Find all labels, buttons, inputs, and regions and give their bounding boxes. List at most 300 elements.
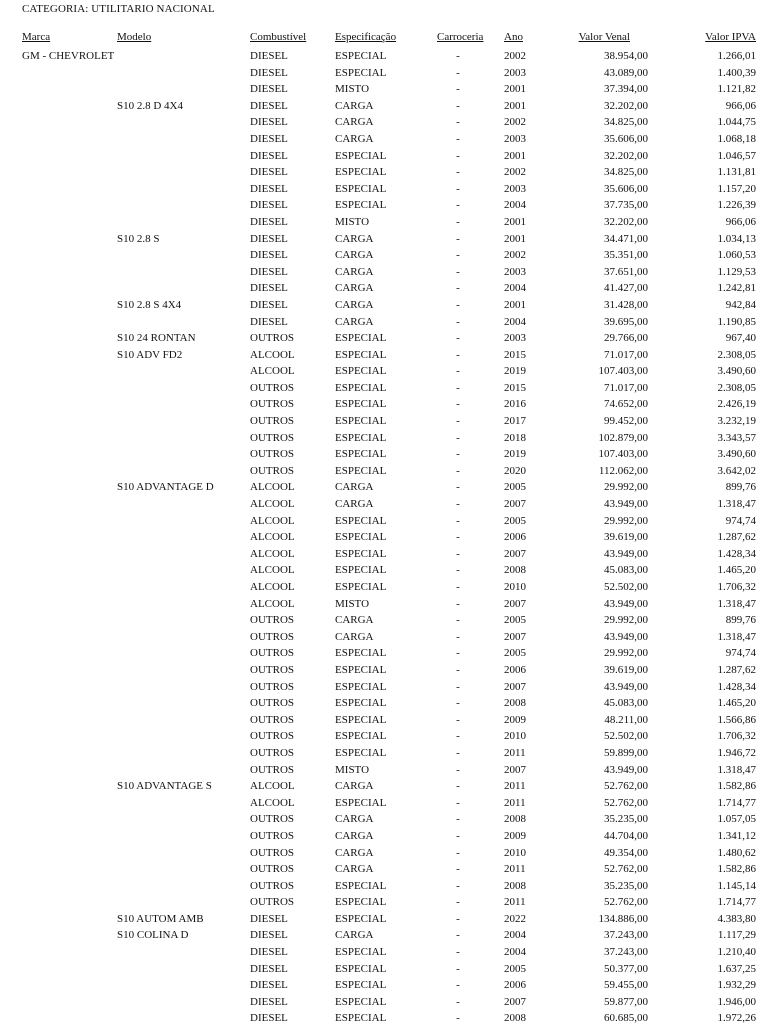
cell-combustivel: DIESEL bbox=[250, 979, 288, 992]
cell-valor-ipva: 1.480,62 bbox=[717, 846, 756, 859]
cell-ano: 2003 bbox=[504, 332, 526, 345]
cell-especificacao: ESPECIAL bbox=[335, 946, 387, 959]
cell-ano: 2008 bbox=[504, 697, 526, 710]
cell-valor-venal: 35.235,00 bbox=[604, 813, 648, 826]
table-row bbox=[0, 645, 762, 662]
cell-valor-venal: 107.403,00 bbox=[598, 365, 648, 378]
cell-especificacao: ESPECIAL bbox=[335, 697, 387, 710]
cell-carroceria: - bbox=[456, 166, 460, 179]
cell-combustivel: OUTROS bbox=[250, 398, 295, 411]
cell-carroceria: - bbox=[456, 182, 460, 195]
header-combustivel: Combustível bbox=[250, 31, 307, 43]
cell-carroceria: - bbox=[456, 481, 460, 494]
cell-valor-venal: 41.427,00 bbox=[604, 282, 648, 295]
cell-valor-ipva: 966,06 bbox=[725, 99, 756, 112]
cell-ano: 2010 bbox=[504, 846, 526, 859]
table-row bbox=[0, 430, 762, 447]
cell-valor-ipva: 1.318,47 bbox=[717, 597, 756, 610]
cell-combustivel: OUTROS bbox=[250, 647, 295, 660]
cell-valor-venal: 43.949,00 bbox=[604, 630, 648, 643]
cell-carroceria: - bbox=[456, 66, 460, 79]
cell-especificacao: CARGA bbox=[335, 846, 374, 859]
cell-combustivel: DIESEL bbox=[250, 995, 288, 1008]
cell-valor-ipva: 1.714,77 bbox=[717, 896, 756, 909]
cell-carroceria: - bbox=[456, 365, 460, 378]
cell-especificacao: ESPECIAL bbox=[335, 647, 387, 660]
cell-especificacao: ESPECIAL bbox=[335, 979, 387, 992]
cell-combustivel: OUTROS bbox=[250, 829, 295, 842]
cell-valor-ipva: 1.582,86 bbox=[717, 780, 756, 793]
table-row bbox=[0, 65, 762, 82]
cell-valor-ipva: 1.706,32 bbox=[717, 581, 756, 593]
cell-combustivel: DIESEL bbox=[250, 83, 288, 96]
cell-especificacao: ESPECIAL bbox=[335, 680, 387, 693]
table-row bbox=[0, 81, 762, 98]
cell-especificacao: CARGA bbox=[335, 282, 374, 295]
cell-carroceria: - bbox=[456, 315, 460, 328]
category-title: CATEGORIA: UTILITARIO NACIONAL bbox=[22, 3, 215, 15]
cell-ano: 2011 bbox=[504, 796, 526, 809]
cell-ano: 2018 bbox=[504, 431, 526, 444]
cell-valor-ipva: 1.637,25 bbox=[717, 962, 756, 975]
table-row bbox=[0, 679, 762, 696]
table-row bbox=[0, 811, 762, 828]
table-row bbox=[0, 330, 762, 347]
cell-ano: 2011 bbox=[504, 780, 526, 793]
cell-valor-ipva: 1.190,85 bbox=[717, 315, 756, 328]
cell-carroceria: - bbox=[456, 614, 460, 627]
table-row bbox=[0, 197, 762, 214]
cell-valor-ipva: 1.242,81 bbox=[717, 282, 756, 295]
cell-especificacao: ESPECIAL bbox=[335, 415, 387, 428]
table-row bbox=[0, 164, 762, 181]
cell-ano: 2001 bbox=[504, 298, 526, 311]
cell-especificacao: ESPECIAL bbox=[335, 995, 387, 1008]
cell-especificacao: ESPECIAL bbox=[335, 199, 387, 212]
cell-modelo: S10 ADVANTAGE S bbox=[117, 780, 212, 793]
cell-carroceria: - bbox=[456, 298, 460, 311]
cell-carroceria: - bbox=[456, 647, 460, 660]
table-row bbox=[0, 927, 762, 944]
cell-carroceria: - bbox=[456, 697, 460, 710]
table-row bbox=[0, 762, 762, 779]
cell-ano: 2007 bbox=[504, 547, 526, 560]
cell-valor-ipva: 1.706,32 bbox=[717, 730, 756, 743]
cell-ano: 2002 bbox=[504, 50, 526, 62]
cell-carroceria: - bbox=[456, 348, 460, 361]
cell-valor-venal: 71.017,00 bbox=[604, 381, 648, 394]
table-row bbox=[0, 845, 762, 862]
cell-valor-ipva: 3.490,60 bbox=[717, 448, 756, 461]
cell-valor-venal: 39.695,00 bbox=[604, 315, 648, 328]
cell-ano: 2003 bbox=[504, 66, 526, 79]
cell-especificacao: CARGA bbox=[335, 614, 374, 627]
cell-valor-venal: 52.502,00 bbox=[604, 581, 648, 593]
cell-especificacao: CARGA bbox=[335, 929, 374, 942]
table-row bbox=[0, 596, 762, 613]
cell-carroceria: - bbox=[456, 780, 460, 793]
cell-especificacao: CARGA bbox=[335, 116, 374, 129]
cell-combustivel: DIESEL bbox=[250, 149, 288, 162]
cell-valor-ipva: 1.060,53 bbox=[717, 249, 756, 262]
cell-modelo: S10 2.8 S 4X4 bbox=[117, 298, 182, 311]
cell-carroceria: - bbox=[456, 896, 460, 909]
table-row bbox=[0, 778, 762, 795]
table-row bbox=[0, 612, 762, 629]
cell-valor-venal: 59.455,00 bbox=[604, 979, 648, 992]
cell-valor-venal: 71.017,00 bbox=[604, 348, 648, 361]
cell-valor-venal: 37.394,00 bbox=[604, 83, 648, 96]
cell-carroceria: - bbox=[456, 1012, 460, 1025]
cell-valor-ipva: 1.034,13 bbox=[717, 232, 756, 245]
cell-especificacao: CARGA bbox=[335, 315, 374, 328]
cell-combustivel: OUTROS bbox=[250, 879, 295, 892]
cell-especificacao: ESPECIAL bbox=[335, 166, 387, 179]
cell-ano: 2019 bbox=[504, 448, 526, 461]
cell-carroceria: - bbox=[456, 995, 460, 1008]
cell-ano: 2016 bbox=[504, 398, 526, 411]
cell-modelo: S10 ADVANTAGE D bbox=[117, 481, 214, 494]
cell-carroceria: - bbox=[456, 763, 460, 776]
table-row bbox=[0, 264, 762, 281]
cell-valor-ipva: 1.428,34 bbox=[717, 547, 756, 560]
cell-valor-venal: 43.089,00 bbox=[604, 66, 648, 79]
cell-especificacao: ESPECIAL bbox=[335, 962, 387, 975]
cell-ano: 2010 bbox=[504, 581, 526, 593]
cell-carroceria: - bbox=[456, 282, 460, 295]
cell-especificacao: ESPECIAL bbox=[335, 581, 387, 593]
cell-valor-ipva: 3.232,19 bbox=[717, 415, 756, 428]
cell-combustivel: ALCOOL bbox=[250, 498, 295, 511]
cell-combustivel: DIESEL bbox=[250, 315, 288, 328]
table-row bbox=[0, 463, 762, 480]
cell-especificacao: CARGA bbox=[335, 481, 374, 494]
cell-especificacao: ESPECIAL bbox=[335, 547, 387, 560]
cell-especificacao: ESPECIAL bbox=[335, 564, 387, 577]
cell-valor-venal: 43.949,00 bbox=[604, 547, 648, 560]
cell-combustivel: OUTROS bbox=[250, 448, 295, 461]
cell-valor-venal: 31.428,00 bbox=[604, 298, 648, 311]
header-marca: Marca bbox=[22, 31, 51, 43]
cell-carroceria: - bbox=[456, 448, 460, 461]
cell-valor-venal: 52.762,00 bbox=[604, 896, 648, 909]
cell-combustivel: OUTROS bbox=[250, 863, 295, 876]
cell-especificacao: ESPECIAL bbox=[335, 464, 387, 477]
cell-valor-ipva: 974,74 bbox=[725, 647, 756, 660]
cell-modelo: S10 2.8 D 4X4 bbox=[117, 99, 184, 112]
cell-valor-venal: 60.685,00 bbox=[604, 1012, 648, 1025]
cell-especificacao: ESPECIAL bbox=[335, 381, 387, 394]
cell-especificacao: CARGA bbox=[335, 132, 374, 145]
cell-combustivel: OUTROS bbox=[250, 680, 295, 693]
cell-ano: 2002 bbox=[504, 249, 526, 262]
cell-carroceria: - bbox=[456, 713, 460, 726]
cell-valor-venal: 43.949,00 bbox=[604, 597, 648, 610]
cell-valor-ipva: 1.057,05 bbox=[717, 813, 756, 826]
cell-combustivel: DIESEL bbox=[250, 166, 288, 179]
cell-valor-ipva: 3.343,57 bbox=[717, 431, 756, 444]
cell-ano: 2005 bbox=[504, 614, 526, 627]
cell-combustivel: OUTROS bbox=[250, 332, 295, 345]
cell-especificacao: ESPECIAL bbox=[335, 730, 387, 743]
cell-valor-venal: 34.471,00 bbox=[604, 232, 648, 245]
cell-ano: 2007 bbox=[504, 630, 526, 643]
cell-valor-venal: 32.202,00 bbox=[604, 99, 648, 112]
cell-ano: 2005 bbox=[504, 481, 526, 494]
cell-carroceria: - bbox=[456, 979, 460, 992]
cell-ano: 2007 bbox=[504, 763, 526, 776]
cell-valor-ipva: 2.308,05 bbox=[717, 381, 756, 394]
cell-valor-ipva: 1.465,20 bbox=[717, 564, 756, 577]
cell-valor-ipva: 1.145,14 bbox=[717, 879, 756, 892]
table-row bbox=[0, 662, 762, 679]
cell-especificacao: CARGA bbox=[335, 249, 374, 262]
cell-valor-ipva: 1.465,20 bbox=[717, 697, 756, 710]
cell-combustivel: ALCOOL bbox=[250, 581, 295, 593]
cell-ano: 2003 bbox=[504, 265, 526, 278]
cell-valor-venal: 32.202,00 bbox=[604, 149, 648, 162]
cell-combustivel: ALCOOL bbox=[250, 780, 295, 793]
cell-ano: 2001 bbox=[504, 99, 526, 112]
cell-especificacao: ESPECIAL bbox=[335, 50, 387, 62]
cell-combustivel: DIESEL bbox=[250, 1012, 288, 1025]
cell-carroceria: - bbox=[456, 879, 460, 892]
table-row bbox=[0, 148, 762, 165]
cell-valor-ipva: 1.046,57 bbox=[717, 149, 756, 162]
cell-especificacao: ESPECIAL bbox=[335, 663, 387, 676]
cell-ano: 2011 bbox=[504, 863, 526, 876]
cell-combustivel: ALCOOL bbox=[250, 481, 295, 494]
cell-valor-venal: 32.202,00 bbox=[604, 215, 648, 228]
table-row bbox=[0, 297, 762, 314]
table-row bbox=[0, 396, 762, 413]
cell-carroceria: - bbox=[456, 381, 460, 394]
cell-valor-venal: 35.606,00 bbox=[604, 182, 648, 195]
cell-combustivel: DIESEL bbox=[250, 182, 288, 195]
cell-valor-ipva: 1.226,39 bbox=[717, 199, 756, 212]
cell-especificacao: ESPECIAL bbox=[335, 514, 387, 527]
cell-combustivel: OUTROS bbox=[250, 630, 295, 643]
cell-carroceria: - bbox=[456, 514, 460, 527]
cell-carroceria: - bbox=[456, 99, 460, 112]
cell-valor-ipva: 1.318,47 bbox=[717, 630, 756, 643]
table-row bbox=[0, 961, 762, 978]
cell-combustivel: OUTROS bbox=[250, 663, 295, 676]
cell-valor-venal: 45.083,00 bbox=[604, 564, 648, 577]
cell-ano: 2019 bbox=[504, 365, 526, 378]
cell-carroceria: - bbox=[456, 829, 460, 842]
table-row bbox=[0, 911, 762, 928]
cell-valor-ipva: 1.582,86 bbox=[717, 863, 756, 876]
cell-valor-venal: 50.377,00 bbox=[604, 962, 648, 975]
cell-combustivel: DIESEL bbox=[250, 215, 288, 228]
cell-ano: 2010 bbox=[504, 730, 526, 743]
cell-valor-ipva: 1.044,75 bbox=[717, 116, 756, 129]
cell-valor-ipva: 4.383,80 bbox=[717, 912, 756, 925]
cell-combustivel: OUTROS bbox=[250, 730, 295, 743]
cell-valor-venal: 59.877,00 bbox=[604, 995, 648, 1008]
cell-combustivel: DIESEL bbox=[250, 929, 288, 942]
cell-especificacao: ESPECIAL bbox=[335, 1012, 387, 1025]
cell-ano: 2011 bbox=[504, 746, 526, 759]
cell-especificacao: MISTO bbox=[335, 215, 370, 228]
cell-especificacao: ESPECIAL bbox=[335, 182, 387, 195]
cell-carroceria: - bbox=[456, 962, 460, 975]
cell-ano: 2006 bbox=[504, 531, 526, 544]
cell-valor-ipva: 1.157,20 bbox=[717, 182, 756, 195]
cell-especificacao: ESPECIAL bbox=[335, 796, 387, 809]
cell-combustivel: ALCOOL bbox=[250, 564, 295, 577]
cell-combustivel: DIESEL bbox=[250, 249, 288, 262]
cell-valor-venal: 29.766,00 bbox=[604, 332, 648, 345]
table-body bbox=[0, 48, 762, 1027]
cell-carroceria: - bbox=[456, 531, 460, 544]
cell-modelo: S10 AUTOM AMB bbox=[117, 912, 204, 925]
cell-combustivel: ALCOOL bbox=[250, 365, 295, 378]
cell-carroceria: - bbox=[456, 232, 460, 245]
cell-valor-venal: 43.949,00 bbox=[604, 680, 648, 693]
cell-valor-ipva: 1.566,86 bbox=[717, 713, 756, 726]
cell-carroceria: - bbox=[456, 730, 460, 743]
cell-combustivel: OUTROS bbox=[250, 415, 295, 428]
table-row bbox=[0, 446, 762, 463]
cell-valor-venal: 37.243,00 bbox=[604, 946, 648, 959]
table-row bbox=[0, 214, 762, 231]
cell-valor-venal: 52.762,00 bbox=[604, 780, 648, 793]
cell-carroceria: - bbox=[456, 846, 460, 859]
cell-valor-venal: 37.243,00 bbox=[604, 929, 648, 942]
cell-modelo: S10 24 RONTAN bbox=[117, 332, 196, 345]
cell-especificacao: ESPECIAL bbox=[335, 746, 387, 759]
cell-valor-ipva: 2.426,19 bbox=[717, 398, 756, 411]
cell-valor-venal: 37.735,00 bbox=[604, 199, 648, 212]
cell-valor-ipva: 1.946,72 bbox=[717, 746, 756, 759]
cell-ano: 2008 bbox=[504, 813, 526, 826]
cell-valor-venal: 59.899,00 bbox=[604, 746, 648, 759]
cell-valor-venal: 29.992,00 bbox=[604, 514, 648, 527]
cell-valor-venal: 43.949,00 bbox=[604, 498, 648, 511]
header-ano: Ano bbox=[504, 31, 523, 43]
cell-valor-venal: 48.211,00 bbox=[604, 713, 648, 726]
cell-combustivel: DIESEL bbox=[250, 116, 288, 129]
cell-valor-venal: 44.704,00 bbox=[604, 829, 648, 842]
cell-combustivel: ALCOOL bbox=[250, 514, 295, 527]
cell-valor-ipva: 1.932,29 bbox=[717, 979, 756, 992]
cell-valor-venal: 29.992,00 bbox=[604, 647, 648, 660]
cell-ano: 2003 bbox=[504, 132, 526, 145]
cell-valor-venal: 52.762,00 bbox=[604, 863, 648, 876]
table-row bbox=[0, 48, 762, 65]
header-modelo: Modelo bbox=[117, 31, 152, 43]
table-row bbox=[0, 413, 762, 430]
cell-valor-ipva: 1.318,47 bbox=[717, 763, 756, 776]
cell-carroceria: - bbox=[456, 863, 460, 876]
cell-combustivel: OUTROS bbox=[250, 431, 295, 444]
table-row bbox=[0, 513, 762, 530]
table-row bbox=[0, 314, 762, 331]
table-row bbox=[0, 828, 762, 845]
table-row bbox=[0, 695, 762, 712]
table-row bbox=[0, 529, 762, 546]
header-valor-ipva: Valor IPVA bbox=[705, 31, 756, 43]
table-row bbox=[0, 861, 762, 878]
cell-especificacao: CARGA bbox=[335, 232, 374, 245]
table-row bbox=[0, 181, 762, 198]
cell-valor-ipva: 1.400,39 bbox=[717, 66, 756, 79]
cell-especificacao: CARGA bbox=[335, 863, 374, 876]
cell-valor-ipva: 2.308,05 bbox=[717, 348, 756, 361]
cell-valor-venal: 29.992,00 bbox=[604, 481, 648, 494]
cell-valor-venal: 39.619,00 bbox=[604, 663, 648, 676]
cell-ano: 2008 bbox=[504, 1012, 526, 1025]
cell-combustivel: DIESEL bbox=[250, 962, 288, 975]
cell-ano: 2005 bbox=[504, 514, 526, 527]
cell-combustivel: DIESEL bbox=[250, 265, 288, 278]
cell-valor-ipva: 3.490,60 bbox=[717, 365, 756, 378]
header-valor-venal: Valor Venal bbox=[578, 31, 630, 43]
cell-modelo: S10 COLINA D bbox=[117, 929, 189, 942]
cell-especificacao: CARGA bbox=[335, 829, 374, 842]
cell-carroceria: - bbox=[456, 398, 460, 411]
cell-especificacao: CARGA bbox=[335, 99, 374, 112]
cell-ano: 2002 bbox=[504, 166, 526, 179]
cell-ano: 2015 bbox=[504, 348, 526, 361]
cell-valor-venal: 134.886,00 bbox=[598, 912, 648, 925]
cell-marca: GM - CHEVROLET bbox=[22, 50, 115, 62]
cell-valor-ipva: 1.341,12 bbox=[717, 829, 756, 842]
cell-valor-venal: 35.235,00 bbox=[604, 879, 648, 892]
cell-ano: 2007 bbox=[504, 597, 526, 610]
cell-valor-venal: 74.652,00 bbox=[604, 398, 648, 411]
cell-valor-venal: 45.083,00 bbox=[604, 697, 648, 710]
cell-ano: 2005 bbox=[504, 962, 526, 975]
table-row bbox=[0, 712, 762, 729]
cell-ano: 2009 bbox=[504, 829, 526, 842]
cell-valor-venal: 52.762,00 bbox=[604, 796, 648, 809]
cell-combustivel: DIESEL bbox=[250, 912, 288, 925]
cell-combustivel: ALCOOL bbox=[250, 597, 295, 610]
cell-ano: 2002 bbox=[504, 116, 526, 129]
cell-especificacao: CARGA bbox=[335, 265, 374, 278]
cell-ano: 2017 bbox=[504, 415, 526, 428]
cell-especificacao: ESPECIAL bbox=[335, 896, 387, 909]
cell-carroceria: - bbox=[456, 83, 460, 96]
table-row bbox=[0, 629, 762, 646]
cell-carroceria: - bbox=[456, 431, 460, 444]
cell-especificacao: ESPECIAL bbox=[335, 348, 387, 361]
header-especificacao: Especificação bbox=[335, 31, 397, 43]
cell-carroceria: - bbox=[456, 547, 460, 560]
cell-ano: 2001 bbox=[504, 83, 526, 96]
cell-combustivel: ALCOOL bbox=[250, 531, 295, 544]
cell-especificacao: ESPECIAL bbox=[335, 398, 387, 411]
cell-especificacao: CARGA bbox=[335, 498, 374, 511]
table-row bbox=[0, 878, 762, 895]
cell-valor-ipva: 1.287,62 bbox=[717, 531, 756, 544]
cell-especificacao: CARGA bbox=[335, 630, 374, 643]
cell-ano: 2006 bbox=[504, 979, 526, 992]
cell-ano: 2008 bbox=[504, 564, 526, 577]
cell-carroceria: - bbox=[456, 630, 460, 643]
cell-ano: 2004 bbox=[504, 199, 526, 212]
cell-especificacao: MISTO bbox=[335, 597, 370, 610]
cell-especificacao: ESPECIAL bbox=[335, 66, 387, 79]
cell-combustivel: OUTROS bbox=[250, 896, 295, 909]
cell-valor-ipva: 899,76 bbox=[725, 481, 756, 494]
cell-valor-venal: 99.452,00 bbox=[604, 415, 648, 428]
cell-carroceria: - bbox=[456, 564, 460, 577]
cell-carroceria: - bbox=[456, 813, 460, 826]
